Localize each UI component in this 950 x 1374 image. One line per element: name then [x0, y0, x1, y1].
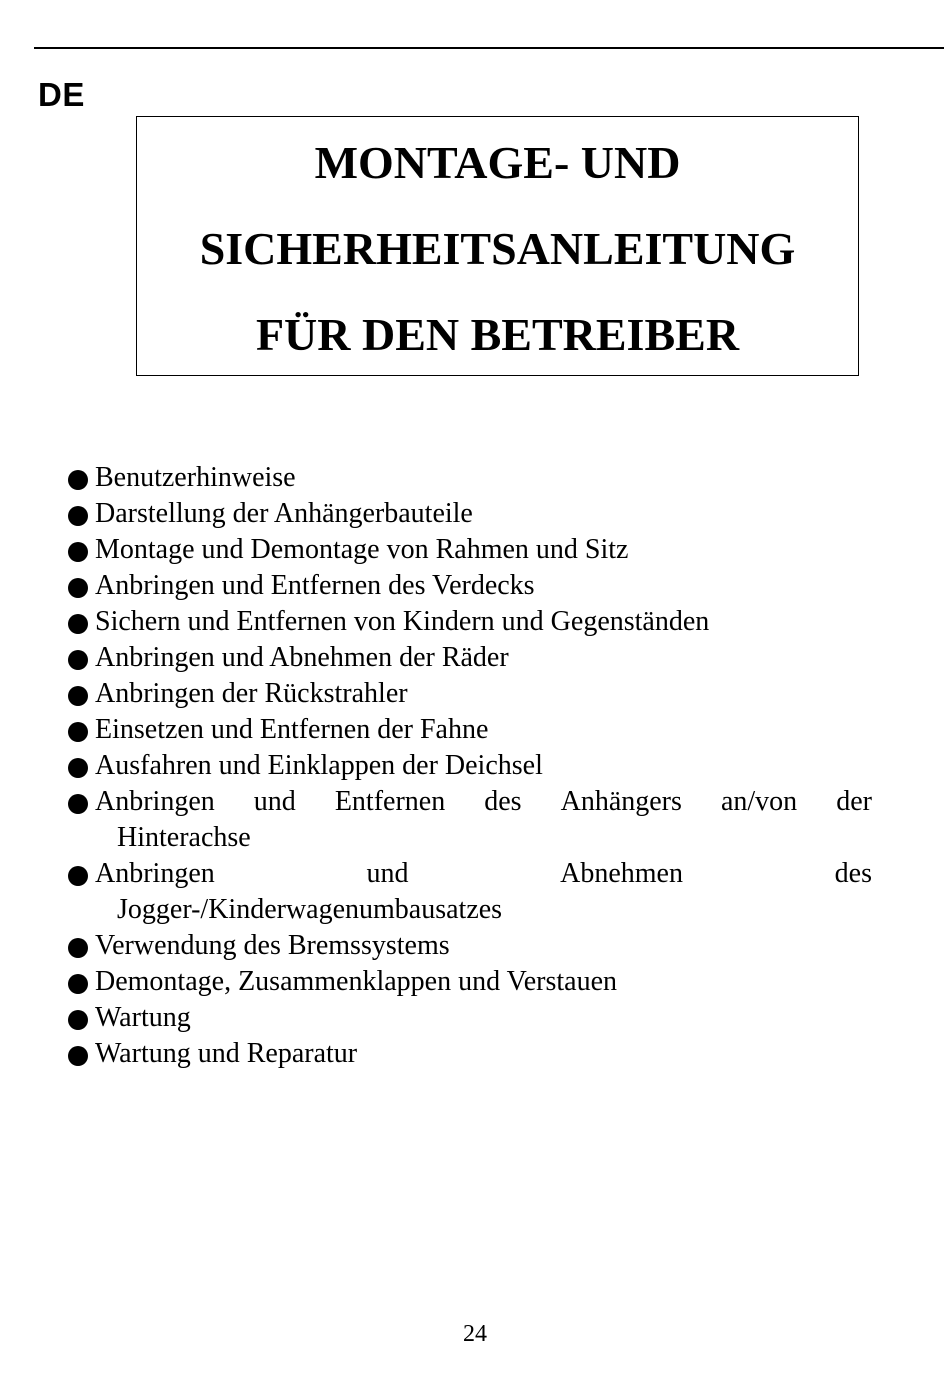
list-item-first-line: [95, 856, 872, 892]
word: Entfernen: [334, 786, 446, 817]
bullet-icon: [68, 866, 88, 886]
word: der: [836, 786, 872, 817]
list-item: [68, 532, 872, 568]
list-item: [68, 496, 872, 532]
list-item: [68, 460, 872, 496]
word: und: [253, 786, 296, 817]
word: Anbringen: [95, 858, 215, 889]
list-item: [68, 964, 872, 1000]
top-rule: [34, 47, 944, 49]
list-item: [68, 604, 872, 640]
contents-list: [68, 460, 872, 1072]
list-item-label: Wartung: [95, 1002, 191, 1033]
bullet-icon: [68, 578, 88, 598]
bullet-icon: [68, 974, 88, 994]
list-item-first-line: [95, 784, 872, 820]
list-item-label: Anbringen und Entfernen des Verdecks: [95, 570, 535, 601]
bullet-icon: [68, 758, 88, 778]
list-item-label: Darstellung der Anhängerbauteile: [95, 498, 473, 529]
list-item-label: Sichern und Entfernen von Kindern und Gegenständen: [95, 606, 710, 637]
list-item: [68, 1036, 872, 1072]
word: des: [834, 858, 872, 889]
bullet-icon: [68, 722, 88, 742]
word: Anhängers: [560, 786, 682, 817]
title-line-2: SICHERHEITSANLEITUNG: [199, 223, 796, 274]
bullet-icon: [68, 614, 88, 634]
list-item-hinterachse: [68, 784, 872, 856]
page-number: 24: [463, 1321, 487, 1347]
list-item-label: Verwendung des Bremssystems: [95, 930, 450, 961]
list-item-jogger: [68, 856, 872, 928]
list-item-label: Anbringen der Rückstrahler: [95, 678, 408, 709]
list-item: [68, 928, 872, 964]
list-item-label: Benutzerhinweise: [95, 462, 296, 493]
list-item: [68, 712, 872, 748]
title-line-3: FÜR DEN BETREIBER: [255, 309, 740, 360]
bullet-icon: [68, 542, 88, 562]
bullet-icon: [68, 686, 88, 706]
list-item: [68, 748, 872, 784]
bullet-icon: [68, 506, 88, 526]
list-item: [68, 568, 872, 604]
list-item-label: Demontage, Zusammenklappen und Verstauen: [95, 966, 618, 997]
bullet-icon: [68, 470, 88, 490]
list-item-continuation: Jogger-/Kinderwagenumbausatzes: [117, 894, 503, 925]
list-item: [68, 1000, 872, 1036]
list-item-label: Wartung und Reparatur: [95, 1038, 358, 1069]
list-item: [68, 640, 872, 676]
bullet-icon: [68, 794, 88, 814]
language-code: DE: [38, 76, 85, 113]
word: an/von: [720, 786, 798, 817]
word: Anbringen: [95, 786, 215, 817]
word: Abnehmen: [560, 858, 683, 889]
word: des: [484, 786, 522, 817]
title-line-1: MONTAGE- UND: [314, 137, 681, 188]
bullet-icon: [68, 1010, 88, 1030]
bullet-icon: [68, 1046, 88, 1066]
list-item: [68, 676, 872, 712]
list-item-label: Montage und Demontage von Rahmen und Sitz: [95, 534, 629, 565]
bullet-icon: [68, 650, 88, 670]
bullet-icon: [68, 938, 88, 958]
title-box: [136, 116, 859, 376]
list-item-label: Anbringen und Abnehmen der Räder: [95, 642, 509, 673]
list-item-label: Einsetzen und Entfernen der Fahne: [95, 714, 489, 745]
list-item-continuation: Hinterachse: [117, 822, 251, 853]
word: und: [366, 858, 409, 889]
list-item-label: Ausfahren und Einklappen der Deichsel: [95, 750, 543, 781]
